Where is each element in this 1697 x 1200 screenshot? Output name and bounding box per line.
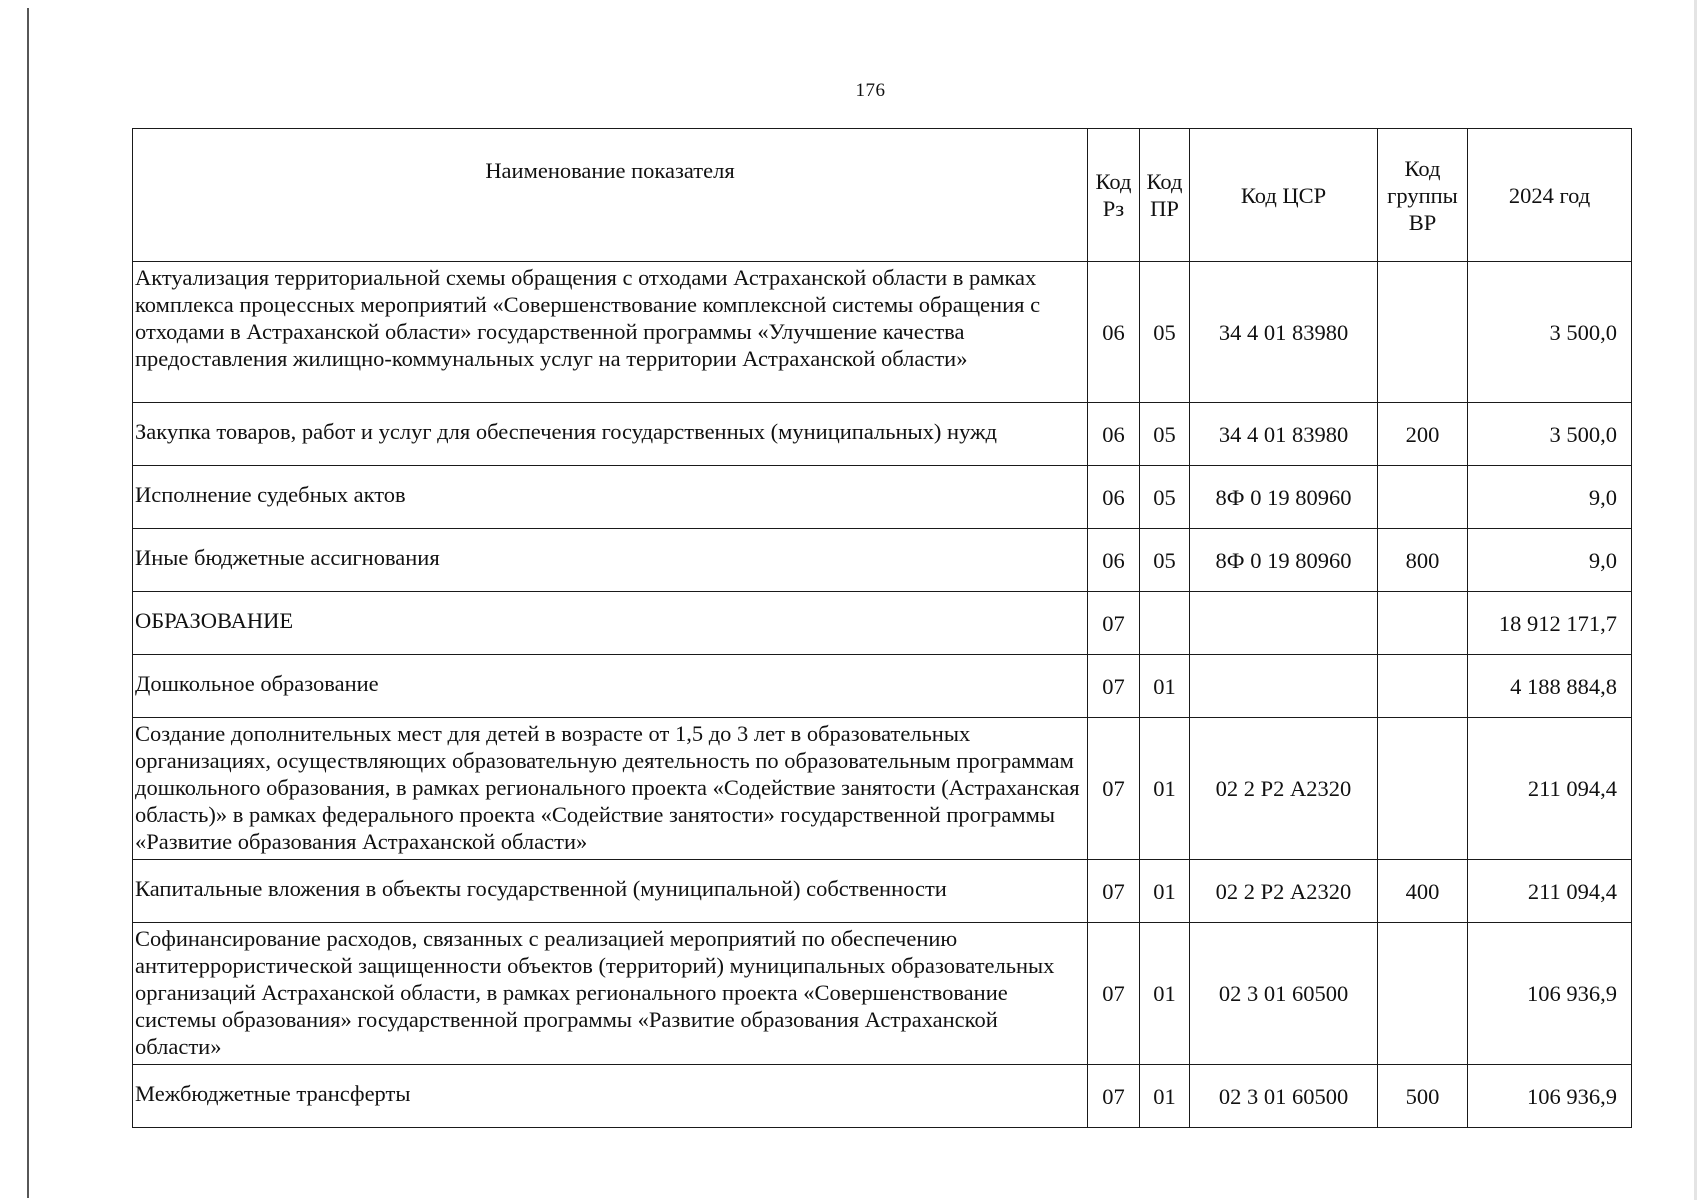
row-vr [1378, 592, 1468, 655]
row-csr: 02 2 Р2 А2320 [1190, 860, 1378, 923]
row-csr: 02 3 01 60500 [1190, 923, 1378, 1065]
row-rz: 06 [1088, 529, 1140, 592]
row-csr: 8Ф 0 19 80960 [1190, 466, 1378, 529]
row-pr: 01 [1140, 655, 1190, 718]
row-pr: 05 [1140, 262, 1190, 403]
table-body [133, 262, 1632, 1128]
table-row [133, 923, 1632, 1065]
row-pr: 01 [1140, 1065, 1190, 1128]
row-name: Создание дополнительных мест для детей в возрасте от 1,5 до 3 лет в образовательных организациях, осуществляющих образовательную деятельность по образовательным программам дошкольного образования, в рамках регионального проекта «Содействие занятости (Астраханская область)» в рамках федерального проекта «Содействие занятости» государственной программы «Развитие образования Астраханской области» [133, 718, 1088, 860]
row-amount: 18 912 171,7 [1468, 592, 1632, 655]
row-vr: 500 [1378, 1065, 1468, 1128]
row-amount: 211 094,4 [1468, 718, 1632, 860]
row-pr: 05 [1140, 529, 1190, 592]
row-vr [1378, 655, 1468, 718]
row-vr: 400 [1378, 860, 1468, 923]
table-row [133, 655, 1632, 718]
row-pr: 01 [1140, 860, 1190, 923]
row-name: ОБРАЗОВАНИЕ [133, 592, 1088, 655]
row-amount: 211 094,4 [1468, 860, 1632, 923]
header-csr: Код ЦСР [1190, 129, 1378, 262]
row-vr: 200 [1378, 403, 1468, 466]
table-row [133, 529, 1632, 592]
row-csr: 02 2 Р2 А2320 [1190, 718, 1378, 860]
row-name: Актуализация территориальной схемы обращения с отходами Астраханской области в рамках комплекса процессных мероприятий «Совершенствование комплексной системы обращения с отходами в Астраханской области» государственной программы «Улучшение качества предоставления жилищно-коммунальных услуг на территории Астраханской области» [133, 262, 1088, 403]
table-row [133, 262, 1632, 403]
budget-table [132, 128, 1632, 1128]
row-name: Иные бюджетные ассигнования [133, 529, 1088, 592]
header-row [133, 129, 1632, 262]
table-row [133, 592, 1632, 655]
row-csr: 8Ф 0 19 80960 [1190, 529, 1378, 592]
header-year: 2024 год [1468, 129, 1632, 262]
row-name: Дошкольное образование [133, 655, 1088, 718]
table-row [133, 860, 1632, 923]
row-csr: 34 4 01 83980 [1190, 262, 1378, 403]
row-amount: 106 936,9 [1468, 923, 1632, 1065]
row-rz: 07 [1088, 655, 1140, 718]
table-row [133, 466, 1632, 529]
page-number: 176 [855, 80, 886, 101]
row-csr: 02 3 01 60500 [1190, 1065, 1378, 1128]
row-csr [1190, 655, 1378, 718]
row-rz: 07 [1088, 1065, 1140, 1128]
row-pr: 05 [1140, 403, 1190, 466]
row-rz: 07 [1088, 923, 1140, 1065]
row-vr [1378, 718, 1468, 860]
header-rz: Код Рз [1088, 129, 1140, 262]
row-amount: 3 500,0 [1468, 403, 1632, 466]
row-name: Закупка товаров, работ и услуг для обеспечения государственных (муниципальных) нужд [133, 403, 1088, 466]
row-name: Межбюджетные трансферты [133, 1065, 1088, 1128]
table-header [133, 129, 1632, 262]
binding-line [27, 8, 29, 1198]
row-amount: 9,0 [1468, 529, 1632, 592]
row-rz: 07 [1088, 592, 1140, 655]
row-rz: 07 [1088, 860, 1140, 923]
row-vr: 800 [1378, 529, 1468, 592]
header-vr: Код группы ВР [1378, 129, 1468, 262]
row-amount: 106 936,9 [1468, 1065, 1632, 1128]
table-row [133, 403, 1632, 466]
row-pr [1140, 592, 1190, 655]
row-pr: 01 [1140, 718, 1190, 860]
row-rz: 06 [1088, 466, 1140, 529]
header-name: Наименование показателя [133, 129, 1088, 262]
row-amount: 3 500,0 [1468, 262, 1632, 403]
row-pr: 05 [1140, 466, 1190, 529]
row-vr [1378, 262, 1468, 403]
row-pr: 01 [1140, 923, 1190, 1065]
header-pr: Код ПР [1140, 129, 1190, 262]
row-rz: 07 [1088, 718, 1140, 860]
table-row [133, 1065, 1632, 1128]
row-amount: 9,0 [1468, 466, 1632, 529]
row-rz: 06 [1088, 403, 1140, 466]
row-vr [1378, 923, 1468, 1065]
table-row [133, 718, 1632, 860]
row-csr: 34 4 01 83980 [1190, 403, 1378, 466]
row-vr [1378, 466, 1468, 529]
row-amount: 4 188 884,8 [1468, 655, 1632, 718]
row-name: Софинансирование расходов, связанных с реализацией мероприятий по обеспечению антитеррористической защищенности объектов (территорий) муниципальных образовательных организаций Астраханской области, в рамках регионального проекта «Совершенствование системы образования» государственной программы «Развитие образования Астраханской области» [133, 923, 1088, 1065]
row-name: Исполнение судебных актов [133, 466, 1088, 529]
row-name: Капитальные вложения в объекты государственной (муниципальной) собственности [133, 860, 1088, 923]
row-rz: 06 [1088, 262, 1140, 403]
row-csr [1190, 592, 1378, 655]
